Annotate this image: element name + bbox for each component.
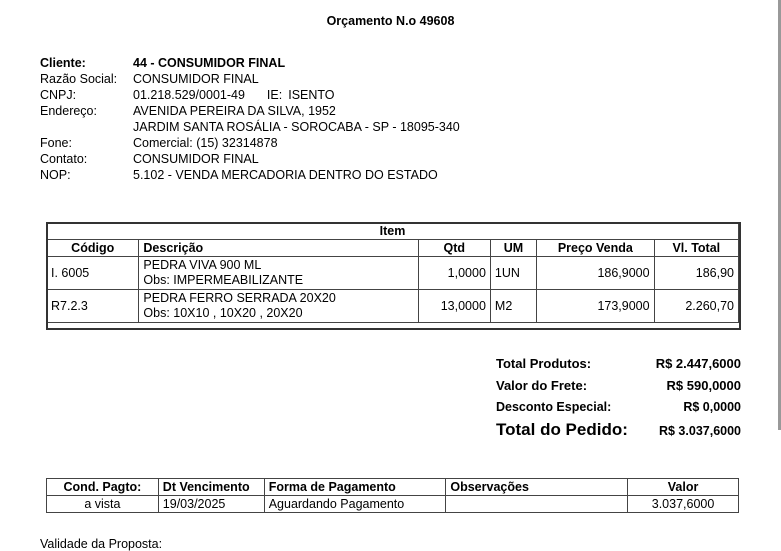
col-dt-vencimento: Dt Vencimento: [158, 479, 264, 496]
item-descricao-cell: [139, 257, 418, 290]
item-codigo: R7.2.3: [47, 290, 139, 323]
col-descricao: Descrição: [139, 240, 418, 257]
cnpj-label: CNPJ:: [40, 88, 77, 102]
endereco-row-2: [40, 119, 460, 135]
nop-label: NOP:: [40, 168, 71, 182]
table-row: [47, 290, 739, 323]
contato-row: [40, 151, 460, 167]
endereco-line2: JARDIM SANTA ROSÁLIA - SOROCABA - SP - 18095-340: [133, 120, 460, 134]
valor-frete-row: [496, 378, 741, 400]
total-produtos-row: [496, 356, 741, 378]
contato-value: CONSUMIDOR FINAL: [133, 152, 259, 166]
item-um: 1UN: [490, 257, 536, 290]
valor-frete-label: Valor do Frete:: [496, 378, 588, 393]
validade-label: Validade da Proposta:: [40, 537, 163, 551]
total-produtos-value: R$ 2.447,6000: [655, 356, 741, 371]
quote-title: Orçamento N.o 49608: [326, 14, 455, 28]
desconto-value: R$ 0,0000: [683, 400, 741, 414]
totals-block: [496, 356, 741, 446]
cliente-row: [40, 55, 460, 71]
item-qtd: 1,0000: [418, 257, 490, 290]
payment-forma: Aguardando Pagamento: [264, 496, 446, 513]
col-cond-pagto: Cond. Pagto:: [47, 479, 159, 496]
col-codigo: Código: [47, 240, 139, 257]
payment-header-row: [47, 479, 739, 496]
total-pedido-value: R$ 3.037,6000: [658, 424, 741, 438]
nop-row: [40, 167, 460, 183]
client-info: [40, 55, 460, 183]
col-total: Vl. Total: [654, 240, 738, 257]
col-observacoes: Observações: [446, 479, 628, 496]
valor-frete-value: R$ 590,0000: [666, 378, 741, 393]
fone-label: Fone:: [40, 136, 72, 150]
total-pedido-label: Total do Pedido:: [496, 420, 628, 439]
payment-valor: 3.037,6000: [628, 496, 739, 513]
item-um: M2: [490, 290, 536, 323]
total-pedido-row: [496, 420, 741, 446]
payment-obs: [446, 496, 628, 513]
endereco-label: Endereço:: [40, 104, 97, 118]
item-qtd: 13,0000: [418, 290, 490, 323]
total-produtos-label: Total Produtos:: [496, 356, 592, 371]
item-total: 2.260,70: [654, 290, 738, 323]
payment-table: [46, 478, 739, 513]
items-section-title: Item: [47, 223, 739, 240]
nop-value: 5.102 - VENDA MERCADORIA DENTRO DO ESTADO: [133, 168, 438, 182]
cnpj-value: 01.218.529/0001-49: [133, 88, 245, 102]
col-forma-pagamento: Forma de Pagamento: [264, 479, 446, 496]
ie-value: ISENTO: [288, 88, 335, 102]
endereco-line1: AVENIDA PEREIRA DA SILVA, 1952: [133, 104, 336, 118]
desconto-label: Desconto Especial:: [496, 400, 612, 414]
razao-row: [40, 71, 460, 87]
col-preco: Preço Venda: [537, 240, 655, 257]
table-row: [47, 496, 739, 513]
col-qtd: Qtd: [418, 240, 490, 257]
items-table: [46, 222, 739, 323]
fone-row: [40, 135, 460, 151]
col-um: UM: [490, 240, 536, 257]
razao-value: CONSUMIDOR FINAL: [133, 72, 259, 86]
item-preco: 173,9000: [537, 290, 655, 323]
table-row: [47, 257, 739, 290]
razao-label: Razão Social:: [40, 72, 118, 86]
col-valor: Valor: [628, 479, 739, 496]
contato-label: Contato:: [40, 152, 88, 166]
endereco-row: [40, 103, 460, 119]
ie-label: IE:: [266, 88, 283, 102]
payment-cond: a vista: [47, 496, 159, 513]
item-preco: 186,9000: [537, 257, 655, 290]
fone-value: Comercial: (15) 32314878: [133, 136, 278, 150]
item-total: 186,90: [654, 257, 738, 290]
item-descricao: PEDRA VIVA 900 ML: [143, 258, 262, 272]
item-obs: Obs: 10X10 , 10X20 , 20X20: [143, 306, 303, 320]
cnpj-row: [40, 87, 460, 103]
payment-vencimento: 19/03/2025: [158, 496, 264, 513]
item-descricao: PEDRA FERRO SERRADA 20X20: [143, 291, 336, 305]
item-codigo: I. 6005: [47, 257, 139, 290]
item-obs: Obs: IMPERMEABILIZANTE: [143, 273, 304, 287]
cliente-value: 44 - CONSUMIDOR FINAL: [133, 56, 286, 70]
desconto-row: [496, 400, 741, 420]
items-header-row: [47, 240, 739, 257]
item-descricao-cell: [139, 290, 418, 323]
cliente-label: Cliente:: [40, 56, 86, 70]
